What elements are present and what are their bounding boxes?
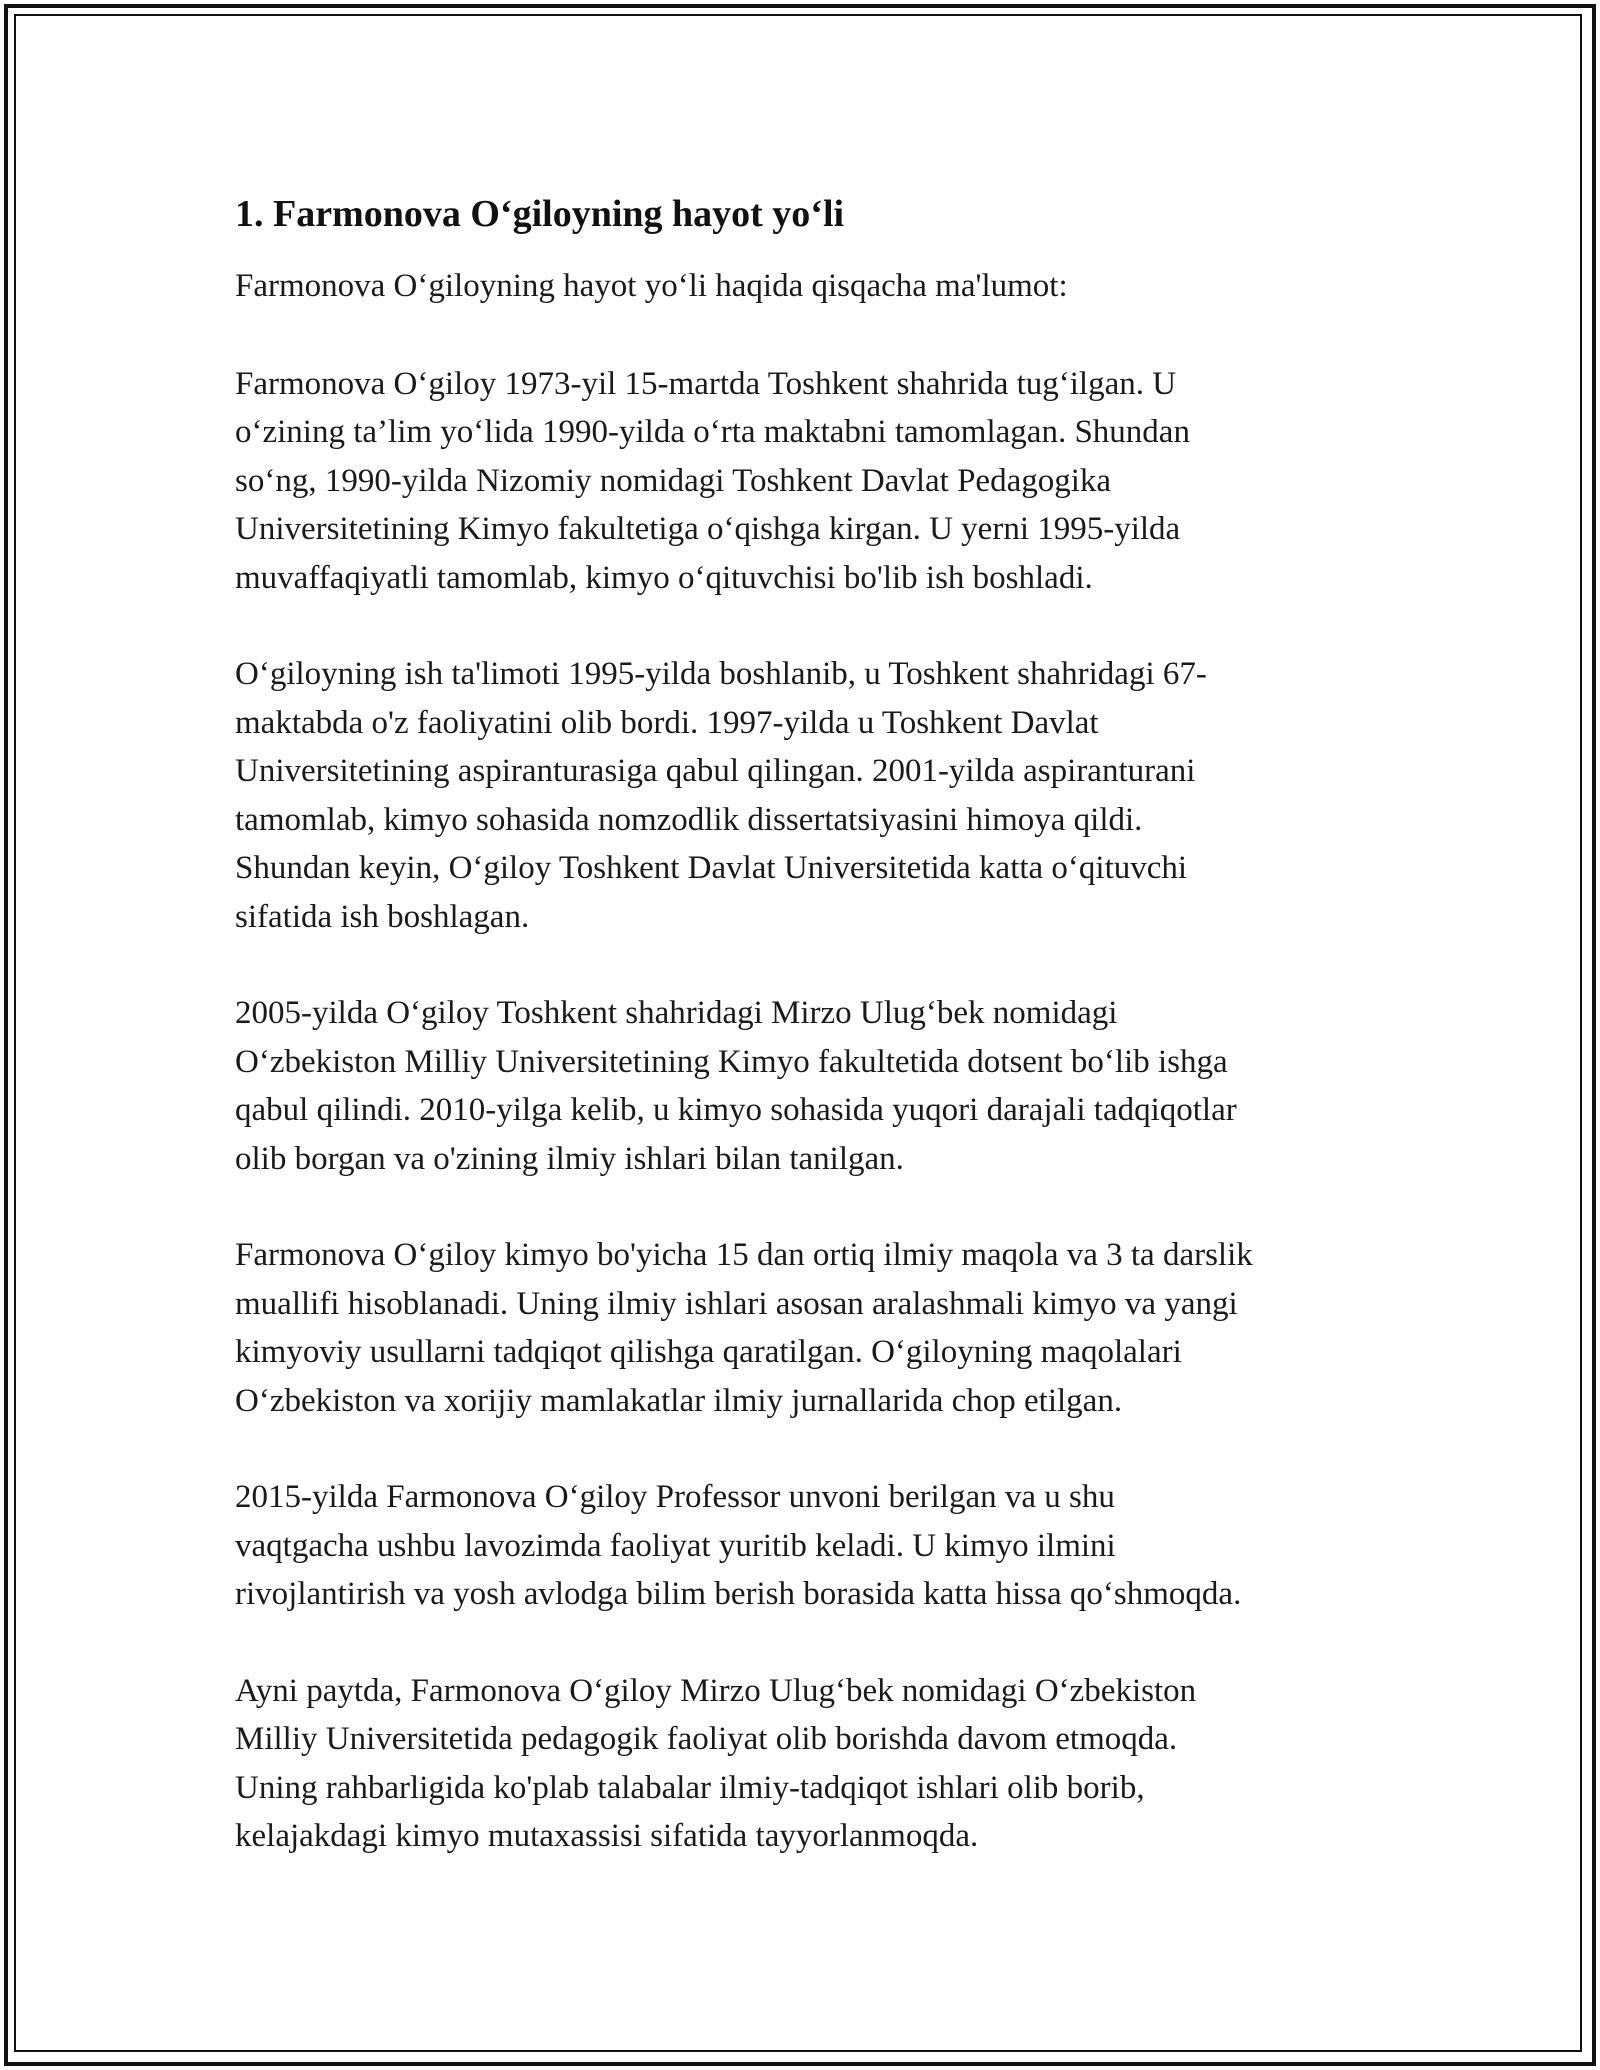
paragraph-career-start: O‘giloyning ish ta'limoti 1995-yilda boshlanib, u Toshkent shahridagi 67- maktabda o'z faoliyatini olib bordi. 1997-yilda u Toshkent Davlat Universitetining aspiranturasiga qabul qilingan. 2001-yilda aspiranturani tamomlab, kimyo sohasida nomzodlik dissertatsiyasini himoya qildi. Shundan keyin, O‘giloy Toshkent Davlat Universitetida katta o‘qituvchi sifatida ish boshlagan. [235,656,1207,935]
document-body [235,188,1385,1909]
paragraph-docent: 2005-yilda O‘giloy Toshkent shahridagi Mirzo Ulug‘bek nomidagi O‘zbekiston Milliy Universitetining Kimyo fakultetida dotsent bo‘lib ishga qabul qilindi. 2010-yilga kelib, u kimyo sohasida yuqori darajali tadqiqotlar olib borgan va o'zining ilmiy ishlari bilan tanilgan. [235,995,1237,1177]
paragraph-publications: Farmonova O‘giloy kimyo bo'yicha 15 dan ortiq ilmiy maqola va 3 ta darslik muallifi hisoblanadi. Uning ilmiy ishlari asosan aralashmali kimyo va yangi kimyoviy usullarni tadqiqot qilishga qaratilgan. O‘giloyning maqolalari O‘zbekiston va xorijiy mamlakatlar ilmiy jurnallarida chop etilgan. [235,1237,1253,1419]
document-title: 1. Farmonova O‘giloyning hayot yo‘li [235,193,845,235]
paragraph-early-life: Farmonova O‘giloy 1973-yil 15-martda Toshkent shahrida tug‘ilgan. U o‘zining ta’lim yo‘lida 1990-yilda o‘rta maktabni tamomlagan. Shundan so‘ng, 1990-yilda Nizomiy nomidagi Toshkent Davlat Pedagogika Universitetining Kimyo fakultetiga o‘qishga kirgan. U yerni 1995-yilda muvaffaqiyatli tamomlab, kimyo o‘qituvchisi bo'lib ish boshladi. [235,365,1190,596]
intro-paragraph: Farmonova O‘giloyning hayot yo‘li haqida qisqacha ma'lumot: [235,268,1068,304]
paragraph-current: Ayni paytda, Farmonova O‘giloy Mirzo Ulug‘bek nomidagi O‘zbekiston Milliy Universitetida pedagogik faoliyat olib borishda davom etmoqda. Uning rahbarligida ko'plab talabalar ilmiy-tadqiqot ishlari olib borib, kelajakdagi kimyo mutaxassisi sifatida tayyorlanmoqda. [235,1672,1197,1854]
paragraph-professor: 2015-yilda Farmonova O‘giloy Professor unvoni berilgan va u shu vaqtgacha ushbu lavozimda faoliyat yuritib keladi. U kimyo ilmini rivojlantirish va yosh avlodga bilim berish borasida katta hissa qo‘shmoqda. [235,1479,1242,1612]
